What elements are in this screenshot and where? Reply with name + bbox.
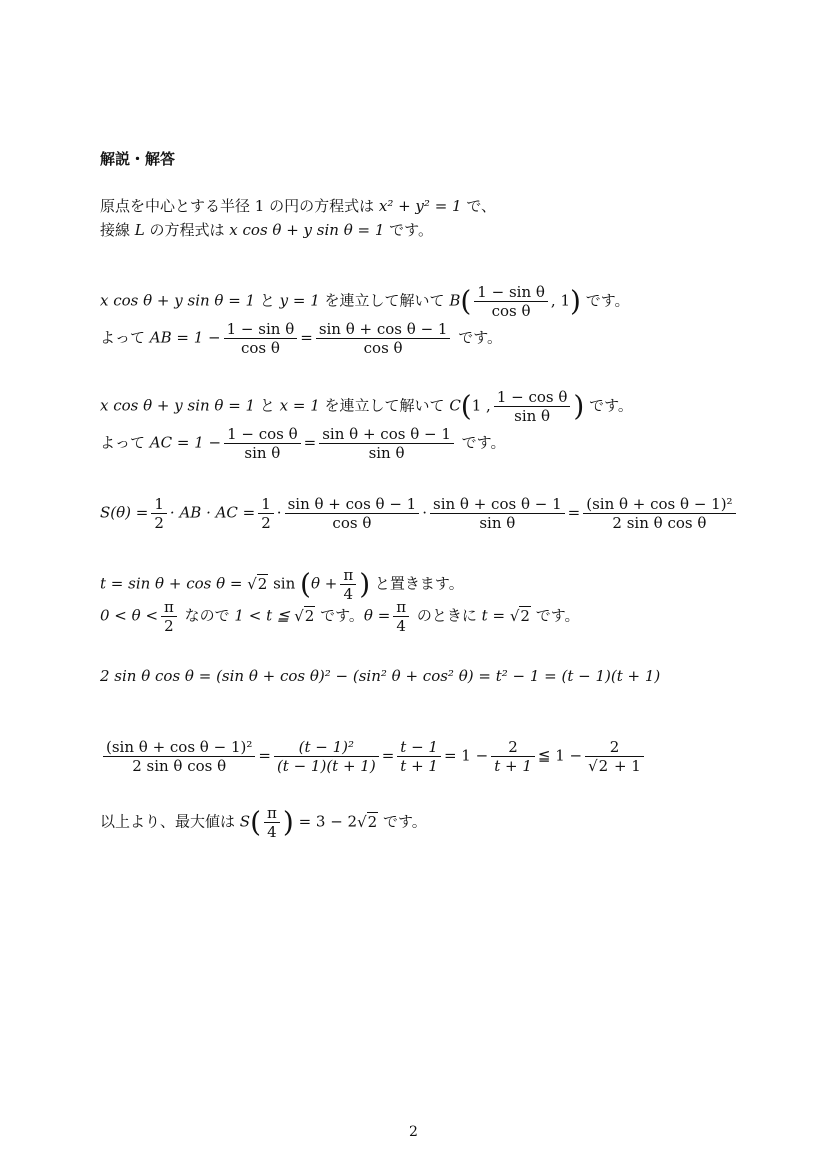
text: です。 xyxy=(378,812,427,831)
square-root: √2 xyxy=(294,606,315,625)
denominator: 2 xyxy=(154,514,164,532)
fraction xyxy=(430,495,565,532)
math-expression: , 1 xyxy=(550,291,570,310)
text: を連立して解いて xyxy=(319,291,450,310)
math-expression: sin xyxy=(268,574,301,593)
denominator xyxy=(585,757,644,775)
square-root: √2 xyxy=(588,757,609,775)
equals: = xyxy=(300,328,313,347)
math-expression: 0 < θ < xyxy=(100,606,159,625)
math-expression: 1 , xyxy=(471,396,491,415)
left-paren: ( xyxy=(300,567,311,601)
numerator: 1 − cos θ xyxy=(224,425,301,444)
dot: · xyxy=(276,503,282,522)
circle-equation-line xyxy=(100,196,496,216)
text: です。 xyxy=(580,291,630,310)
numerator: 1 − cos θ xyxy=(494,388,571,407)
fraction xyxy=(316,320,451,357)
text: で、 xyxy=(461,197,497,215)
dot: · xyxy=(422,503,427,522)
numerator: sin θ + cos θ − 1 xyxy=(316,320,451,339)
numerator: π xyxy=(393,598,409,617)
ab-length-line xyxy=(100,320,502,357)
area-formula-line xyxy=(100,495,739,532)
right-paren: ) xyxy=(359,567,371,601)
numerator: π xyxy=(340,566,356,585)
equals: = xyxy=(381,746,395,765)
fraction xyxy=(224,320,298,357)
text: です。 xyxy=(384,221,433,239)
section-heading: 解説・解答 xyxy=(100,150,176,168)
fraction xyxy=(224,425,301,462)
radicand: 2 xyxy=(257,574,268,593)
denominator: cos θ xyxy=(332,514,372,532)
denominator: 4 xyxy=(343,585,354,603)
square-root: √2 xyxy=(247,574,268,593)
numerator: 1 − sin θ xyxy=(474,283,548,302)
math-expression: S(θ) = xyxy=(100,503,149,522)
math-expression: = 1 − xyxy=(443,746,489,765)
text: と xyxy=(255,396,280,415)
math-expression: 1 < t ≦ xyxy=(234,606,295,625)
math-symbol: B xyxy=(449,291,461,310)
square-root: √2 xyxy=(357,812,378,831)
denominator: 4 xyxy=(396,617,406,635)
text: です。 xyxy=(453,328,503,347)
right-paren: ) xyxy=(282,805,294,839)
text: と xyxy=(255,291,280,310)
numerator: sin θ + cos θ − 1 xyxy=(285,495,420,514)
fraction xyxy=(585,738,644,775)
text: のときに xyxy=(412,606,482,625)
left-paren: ( xyxy=(460,389,472,423)
denominator: 2 sin θ cos θ xyxy=(132,757,227,775)
radicand: 2 xyxy=(520,606,530,625)
equals: = xyxy=(567,503,581,522)
math-expression: x cos θ + y sin θ = 1 xyxy=(100,396,256,415)
numerator: 1 xyxy=(258,495,274,514)
right-paren: ) xyxy=(570,284,581,318)
numerator: 2 xyxy=(491,738,535,757)
fraction xyxy=(274,738,379,775)
math-expression: AC = 1 − xyxy=(149,433,222,452)
denominator: (t − 1)(t + 1) xyxy=(276,757,376,775)
text: です。 xyxy=(315,606,364,625)
text: です。 xyxy=(456,433,506,452)
fraction xyxy=(103,738,255,775)
left-paren: ( xyxy=(250,805,261,839)
fraction xyxy=(258,495,274,532)
left-paren: ( xyxy=(460,284,472,318)
text: 以上より、最大値は xyxy=(100,812,240,831)
numerator: t − 1 xyxy=(397,738,441,757)
math-expression: t = xyxy=(481,606,510,625)
fraction xyxy=(397,738,441,775)
denominator: sin θ xyxy=(244,444,281,462)
numerator: (t − 1)² xyxy=(274,738,379,757)
numerator: π xyxy=(264,804,280,823)
fraction xyxy=(491,738,535,775)
radicand: 2 xyxy=(367,812,378,831)
math-expression: x cos θ + y sin θ = 1 xyxy=(229,221,385,239)
text: 原点を中心とする半径 1 の円の方程式は xyxy=(100,197,379,215)
ac-length-line xyxy=(100,425,505,462)
text: の方程式は xyxy=(144,221,230,239)
tangent-equation-line xyxy=(100,220,433,240)
numerator: sin θ + cos θ − 1 xyxy=(430,495,565,514)
math-expression: θ + xyxy=(310,574,338,593)
page-number: 2 xyxy=(409,1124,418,1140)
fraction xyxy=(161,598,177,635)
math-expression: t = sin θ + cos θ = xyxy=(100,574,248,593)
conclusion-line xyxy=(100,804,427,841)
square-root: √2 xyxy=(509,606,530,625)
denominator: 2 xyxy=(164,617,174,635)
denominator: sin θ xyxy=(514,407,551,425)
math-symbol: C xyxy=(449,396,461,415)
numerator: 1 xyxy=(151,495,167,514)
numerator: (sin θ + cos θ − 1)² xyxy=(583,495,735,514)
math-expression: x² + y² = 1 xyxy=(378,197,462,215)
right-paren: ) xyxy=(573,389,585,423)
fraction xyxy=(319,425,454,462)
equals: = xyxy=(258,746,271,765)
point-c-line xyxy=(100,388,633,425)
numerator: 2 xyxy=(585,738,644,757)
denominator: sin θ xyxy=(368,444,405,462)
math-expression: θ = xyxy=(363,606,391,625)
math-symbol: L xyxy=(134,221,145,239)
denominator: 2 sin θ cos θ xyxy=(612,514,707,532)
fraction xyxy=(474,283,548,320)
math-expression: ≦ 1 − xyxy=(537,746,583,765)
numerator: (sin θ + cos θ − 1)² xyxy=(103,738,255,757)
fraction xyxy=(494,388,571,425)
math-expression: AB = 1 − xyxy=(149,328,221,347)
numerator: 1 − sin θ xyxy=(224,320,298,339)
denominator: t + 1 xyxy=(400,757,438,775)
range-line xyxy=(100,598,580,635)
inequality-line xyxy=(100,738,647,775)
denominator: 4 xyxy=(267,823,277,841)
fraction xyxy=(583,495,735,532)
math-expression: + 1 xyxy=(609,757,641,775)
text: を連立して解いて xyxy=(319,396,450,415)
numerator: π xyxy=(161,598,177,617)
text: なので xyxy=(179,606,235,625)
fraction xyxy=(393,598,409,635)
math-expression: x = 1 xyxy=(279,396,320,415)
denominator: 2 xyxy=(261,514,271,532)
fraction xyxy=(151,495,167,532)
math-symbol: S xyxy=(239,812,251,831)
identity-line: 2 sin θ cos θ = (sin θ + cos θ)² − (sin² θ + cos² θ) = t² − 1 = (t − 1)(t + 1) xyxy=(100,667,661,685)
text: 接線 xyxy=(100,221,135,239)
radicand: 2 xyxy=(304,606,315,625)
denominator: cos θ xyxy=(491,302,531,320)
denominator: cos θ xyxy=(240,339,280,357)
equals: = xyxy=(303,433,317,452)
math-expression: y = 1 xyxy=(279,291,320,310)
radicand: 2 xyxy=(598,757,609,775)
denominator: sin θ xyxy=(479,514,516,532)
fraction xyxy=(285,495,420,532)
text: です。 xyxy=(584,396,633,415)
text: です。 xyxy=(530,606,580,625)
math-expression: = 3 − 2 xyxy=(293,812,358,831)
text: よって xyxy=(100,328,150,347)
denominator: t + 1 xyxy=(494,757,532,775)
point-b-line xyxy=(100,283,630,320)
fraction xyxy=(264,804,280,841)
math-expression: x cos θ + y sin θ = 1 xyxy=(100,291,256,310)
denominator: cos θ xyxy=(363,339,403,357)
math-expression: · AB · AC = xyxy=(169,503,256,522)
numerator: sin θ + cos θ − 1 xyxy=(319,425,454,444)
text: と置きます。 xyxy=(370,574,464,593)
text: よって xyxy=(100,433,150,452)
